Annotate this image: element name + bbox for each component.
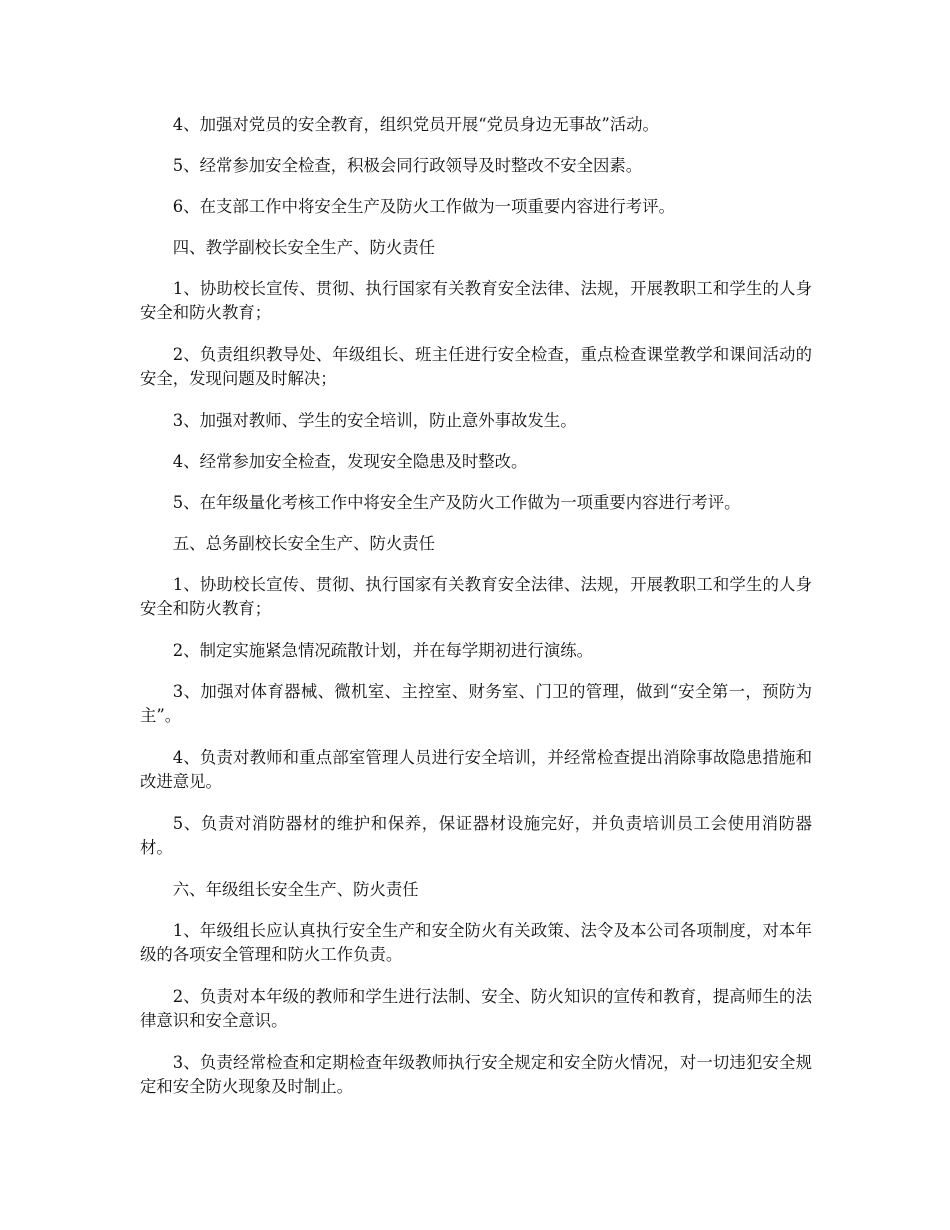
document-body	[140, 113, 812, 1117]
paragraph: 2、负责组织教导处、年级组长、班主任进行安全检查，重点检查课堂教学和课间活动的安全，发现问题及时解决；	[140, 345, 812, 388]
paragraph: 2、负责对本年级的教师和学生进行法制、安全、防火知识的宣传和教育，提高师生的法律意识和安全意识。	[140, 987, 812, 1030]
paragraph: 6、在支部工作中将安全生产及防火工作做为一项重要内容进行考评。	[172, 197, 675, 216]
paragraph: 3、负责经常检查和定期检查年级教师执行安全规定和安全防火情况，对一切违犯安全规定和安全防火现象及时制止。	[140, 1053, 812, 1096]
paragraph: 4、负责对教师和重点部室管理人员进行安全培训，并经常检查提出消除事故隐患措施和改进意见。	[140, 748, 812, 791]
paragraph: 5、经常参加安全检查，积极会同行政领导及时整改不安全因素。	[172, 156, 643, 175]
section-heading: 五、总务副校长安全生产、防火责任	[172, 534, 436, 553]
paragraph: 1、协助校长宣传、贯彻、执行国家有关教育安全法律、法规，开展教职工和学生的人身安全和防火教育；	[140, 279, 812, 322]
paragraph: 3、加强对教师、学生的安全培训，防止意外事故发生。	[172, 411, 577, 430]
paragraph: 5、负责对消防器材的维护和保养，保证器材设施完好，并负责培训员工会使用消防器材。	[140, 814, 812, 857]
paragraph: 3、加强对体育器械、微机室、主控室、财务室、门卫的管理，做到“安全第一，预防为主”。	[140, 682, 812, 725]
section-heading: 六、年级组长安全生产、防火责任	[172, 880, 419, 899]
section-heading: 四、教学副校长安全生产、防火责任	[172, 238, 436, 257]
paragraph: 4、经常参加安全检查，发现安全隐患及时整改。	[172, 452, 528, 471]
paragraph: 5、在年级量化考核工作中将安全生产及防火工作做为一项重要内容进行考评。	[172, 493, 741, 512]
paragraph: 4、加强对党员的安全教育，组织党员开展“党员身边无事故”活动。	[172, 115, 659, 134]
paragraph: 1、协助校长宣传、贯彻、执行国家有关教育安全法律、法规，开展教职工和学生的人身安全和防火教育；	[140, 575, 812, 618]
paragraph: 1、年级组长应认真执行安全生产和安全防火有关政策、法令及本公司各项制度，对本年级的各项安全管理和防火工作负责。	[140, 921, 812, 964]
paragraph: 2、制定实施紧急情况疏散计划，并在每学期初进行演练。	[172, 641, 593, 660]
